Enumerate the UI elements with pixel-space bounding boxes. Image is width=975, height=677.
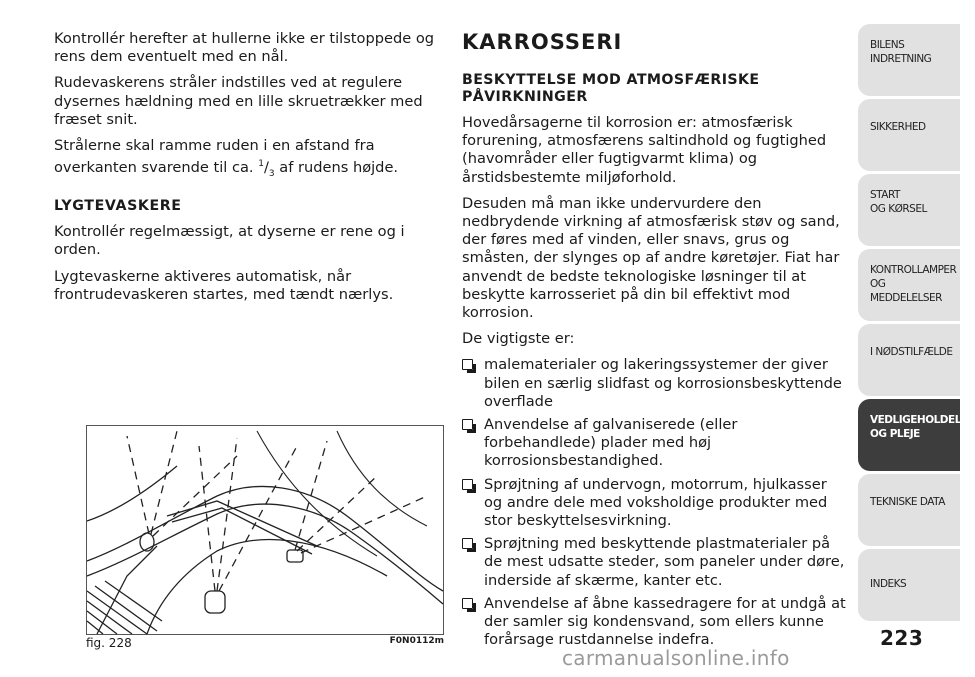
headlamp-washer-illustration [87,426,443,634]
figure-headlamp-washers [86,425,444,635]
fraction-numerator: 1 [258,159,264,170]
paragraph: Kontrollér herefter at hullerne ikke er tilstoppede og rens dem eventuelt med en nål. [54,30,435,66]
bullet-list [462,356,847,649]
tab-start-og-korsel[interactable]: START OG KØRSEL [858,174,960,246]
checkbox-bullet-icon [462,598,473,609]
list-item: malematerialer og lakeringssystemer der giver bilen en særlig slidfast og korrosionsbeskyttende overflade [462,356,847,411]
right-column [462,30,847,654]
subsection-heading: BESKYTTELSE MOD ATMOSFÆRISKE PÅVIRKNINGER [462,72,760,105]
checkbox-bullet-icon [462,419,473,430]
paragraph-fraction: Strålerne skal ramme ruden i en afstand fra overkanten svarende til ca. $^1/_3$ af rudens højde. [54,137,399,179]
watermark: carmanualsonline.info [562,646,790,670]
tab-tekniske-data[interactable]: TEKNISKE DATA [858,474,960,546]
paragraph: Kontrollér regelmæssigt, at dyserne er rene og i orden. [54,223,405,259]
checkbox-bullet-icon [462,538,473,549]
checkbox-bullet-icon [462,359,473,370]
fraction-denominator: 3 [268,168,275,179]
section-title: KARROSSERI [462,30,623,54]
paragraph: Lygtevaskerne aktiveres automatisk, når frontrudevaskeren startes, med tændt nærlys. [54,267,394,303]
list-item: Anvendelse af åbne kassedragere for at undgå at der samler sig kondensvand, som ellers kunne forårsage rustdannelse indefra. [462,595,847,650]
paragraph: Desuden må man ikke undervurdere den nedbrydende virkning af atmosfærisk støv og sand, der føres med af vinden, eller snavs, grus og småsten, der slynges op af andre køretøjer. Fiat har anvendt de bedste teknologiske løsninger til at beskytte karrosseriet på din bil effektivt mod korrosion. [462,194,840,322]
tab-sikkerhed[interactable]: SIKKERHED [858,99,960,171]
checkbox-bullet-icon [462,479,473,490]
list-item: Sprøjtning med beskyttende plastmaterialer på de mest udsatte steder, som paneler under døre, inderside af skærme, kanter etc. [462,535,847,590]
figure-label: fig. 228 [86,636,132,650]
paragraph: De vigtigste er: [462,330,575,348]
tab-indeks[interactable]: INDEKS [858,549,960,621]
tab-i-nodstilfaelde[interactable]: I NØDSTILFÆLDE [858,324,960,396]
section-heading: LYGTEVASKERE [54,198,182,215]
paragraph: Hovedårsagerne til korrosion er: atmosfærisk forurening, atmosfærens saltindhold og fugtighed (havområder eller fugtigvarmt klima) og årstidsbestemte miljøforhold. [462,114,827,186]
tab-vedligeholdelse-active[interactable]: VEDLIGEHOLDELSE OG PLEJE [858,399,960,471]
tab-bilens-indretning[interactable]: BILENS INDRETNING [858,24,960,96]
paragraph: Rudevaskerens stråler indstilles ved at regulere dysernes hældning med en lille skruetrækker med fræset snit. [54,74,423,128]
figure-code: F0N0112m [389,636,444,646]
tab-kontrollamper[interactable]: KONTROLLAMPER OG MEDDELELSER [858,249,960,321]
left-column [54,30,444,312]
list-item: Anvendelse af galvaniserede (eller forbehandlede) plader med høj korrosionsbestandighed. [462,416,847,471]
page-number: 223 [880,626,924,650]
list-item: Sprøjtning af undervogn, motorrum, hjulkasser og andre dele med voksholdige produkter med stor beskyttelsesvirkning. [462,476,847,531]
